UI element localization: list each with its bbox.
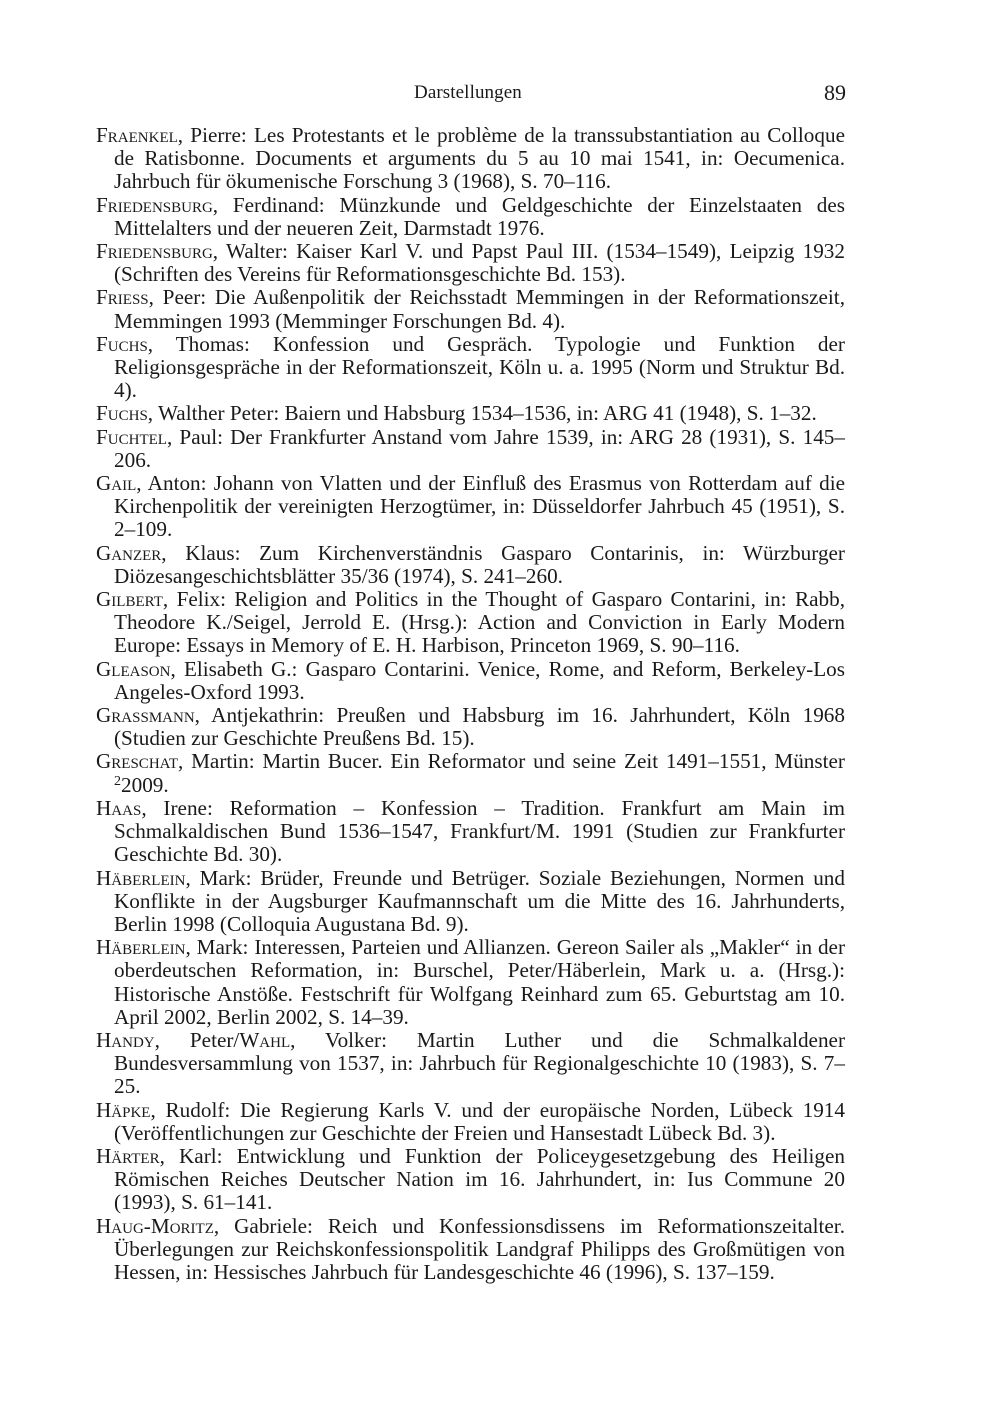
entry-author: Gilbert xyxy=(96,587,163,612)
bibliography-entry xyxy=(96,426,845,472)
bibliography-entry xyxy=(96,402,845,425)
entry-text: , Paul: Der Frankfurter Anstand vom Jahre 1539, in: ARG 28 (1931), S. 145–206. xyxy=(114,424,845,472)
bibliography-entry xyxy=(96,1029,845,1099)
entry-text: , Walter: Kaiser Karl V. und Papst Paul III. (1534–1549), Leipzig 1932 (Schriften des Vereins für Reformationsgeschichte Bd. 153). xyxy=(114,239,845,287)
bibliography-entry xyxy=(96,194,845,240)
bibliography-entry xyxy=(96,1099,845,1145)
bibliography-list xyxy=(96,124,845,1284)
bibliography-entry xyxy=(96,588,845,658)
bibliography-entry xyxy=(96,240,845,286)
entry-text: , Pierre: Les Protestants et le problème de la transsubstantiation au Colloque de Ratisbonne. Documents et arguments du 5 au 10 mai 1541, in: Oecumenica. Jahrbuch für ökumenische Forschung 3 (1968), S. 70–116. xyxy=(114,123,845,194)
entry-text: , Rudolf: Die Regierung Karls V. und der europäische Norden, Lübeck 1914 (Veröffentlichungen zur Geschichte der Freien und Hansestadt Lübeck Bd. 3). xyxy=(114,1097,845,1145)
entry-author: Friess xyxy=(96,285,149,310)
entry-text: , Mark: Interessen, Parteien und Allianzen. Gereon Sailer als „Makler“ in der oberdeutschen Reformation, in: Burschel, Peter/Häberlein, Mark u. a. (Hrsg.): Historische Anstöße. Festschrift für Wolfgang Reinhard zum 65. Geburtstag am 10. April 2002, Berlin 2002, S. 14–39. xyxy=(114,935,845,1029)
entry-author: Gleason xyxy=(96,656,171,681)
entry-author: Häberlein xyxy=(96,865,186,890)
entry-text: , Elisabeth G.: Gasparo Contarini. Venice, Rome, and Reform, Berkeley-Los Angeles-Oxford 1993. xyxy=(114,656,845,704)
entry-text: , Klaus: Zum Kirchenverständnis Gasparo Contarinis, in: Würzburger Diözesangeschichtsblätter 35/36 (1974), S. 241–260. xyxy=(114,540,845,588)
entry-text: , Peer: Die Außenpolitik der Reichsstadt Memmingen in der Reformationszeit, Memmingen 1993 (Memminger Forschungen Bd. 4). xyxy=(114,285,845,333)
entry-text: , Ferdinand: Münzkunde und Geldgeschichte der Einzelstaaten des Mittelalters und der neueren Zeit, Darmstadt 1976. xyxy=(114,192,845,240)
entry-text: , Thomas: Konfession und Gespräch. Typologie und Funktion der Religionsgespräche in der Reformationszeit, Köln u. a. 1995 (Norm und Struktur Bd. 4). xyxy=(114,331,845,403)
entry-text: , Karl: Entwicklung und Funktion der Policeygesetzgebung des Heiligen Römischen Reiches Deutscher Nation im 16. Jahrhundert, in: Ius Commune 20 (1993), S. 61–141. xyxy=(114,1143,845,1215)
entry-author: Handy xyxy=(96,1027,155,1052)
entry-author: Ganzer xyxy=(96,540,162,565)
entry-text: , Irene: Reformation – Konfession – Tradition. Frankfurt am Main im Schmalkaldischen Bund 1536–1547, Frankfurt/M. 1991 (Studien zur Frankfurter Geschichte Bd. 30). xyxy=(114,795,845,867)
bibliography-entry xyxy=(96,750,845,796)
entry-author: Friedensburg xyxy=(96,239,213,264)
entry-author: Fuchtel xyxy=(96,424,167,449)
entry-author: Grassmann xyxy=(96,703,195,728)
entry-text: , Anton: Johann von Vlatten und der Einfluß des Erasmus von Rotterdam auf die Kirchenpolitik der vereinigten Herzogtümer, in: Düsseldorfer Jahrbuch 45 (1951), S. 2–109. xyxy=(114,471,845,542)
entry-text: , Antjekathrin: Preußen und Habsburg im 16. Jahrhundert, Köln 1968 (Studien zur Geschichte Preußens Bd. 15). xyxy=(114,703,845,751)
running-head xyxy=(0,80,1004,108)
entry-author: Häpke xyxy=(96,1097,151,1122)
edition-superscript: 2 xyxy=(114,773,121,789)
bibliography-entry xyxy=(96,286,845,332)
bibliography-entry xyxy=(96,867,845,937)
entry-text: , Felix: Religion and Politics in the Thought of Gasparo Contarini, in: Rabb, Theodore K./Seigel, Jerrold E. (Hrsg.): Action and Conviction in Early Modern Europe: Essays in Memory of E. H. Harbison, Princeton 1969, S. 90–116. xyxy=(114,587,845,658)
entry-author: Fuchs xyxy=(96,401,148,426)
entry-author: Haug-Moritz xyxy=(96,1213,214,1238)
entry-text: , Gabriele: Reich und Konfessionsdissens im Reformationszeitalter. Überlegungen zur Reichskonfessionspolitik Landgraf Philipps des Großmütigen von Hessen, in: Hessisches Jahrbuch für Landesgeschichte 46 (1996), S. 137–159. xyxy=(114,1213,845,1284)
page-number: 89 xyxy=(824,80,846,105)
bibliography-entry xyxy=(96,704,845,750)
entry-author: Gail xyxy=(96,471,137,496)
bibliography-entry xyxy=(96,333,845,403)
entry-author: Haas xyxy=(96,795,142,820)
entry-author: Fuchs xyxy=(96,331,148,356)
entry-author: Greschat xyxy=(96,749,178,774)
bibliography-entry xyxy=(96,1215,845,1285)
entry-text-after: 2009. xyxy=(121,772,169,797)
bibliography-entry xyxy=(96,542,845,588)
bibliography-entry xyxy=(96,658,845,704)
bibliography-entry xyxy=(96,1145,845,1215)
bibliography-entry xyxy=(96,797,845,867)
entry-text: , Peter/ xyxy=(154,1027,240,1052)
entry-author: Häberlein xyxy=(96,935,186,960)
bibliography-entry xyxy=(96,936,845,1029)
entry-text: , Mark: Brüder, Freunde und Betrüger. Soziale Beziehungen, Normen und Konflikte in der Augsburger Kaufmannschaft um die Mitte des 16. Jahrhunderts, Berlin 1998 (Colloquia Augustana Bd. 9). xyxy=(114,865,845,936)
entry-author: Friedensburg xyxy=(96,192,213,217)
running-title: Darstellungen xyxy=(414,82,522,103)
entry-author: Fraenkel xyxy=(96,123,178,147)
entry-text-after: , Volker: Martin Luther und die Schmalkaldener Bundesversammlung von 1537, in: Jahrbuch für Regionalgeschichte 10 (1983), S. 7–25. xyxy=(114,1027,846,1099)
entry-text: , Martin: Martin Bucer. Ein Reformator und seine Zeit 1491–1551, Münster xyxy=(177,749,845,774)
bibliography-entry xyxy=(96,124,845,194)
bibliography-entry xyxy=(96,472,845,542)
entry-author: Härter xyxy=(96,1143,160,1168)
entry-coauthor: Wahl xyxy=(239,1027,291,1052)
entry-text: , Walther Peter: Baiern und Habsburg 1534–1536, in: ARG 41 (1948), S. 1–32. xyxy=(147,401,817,426)
